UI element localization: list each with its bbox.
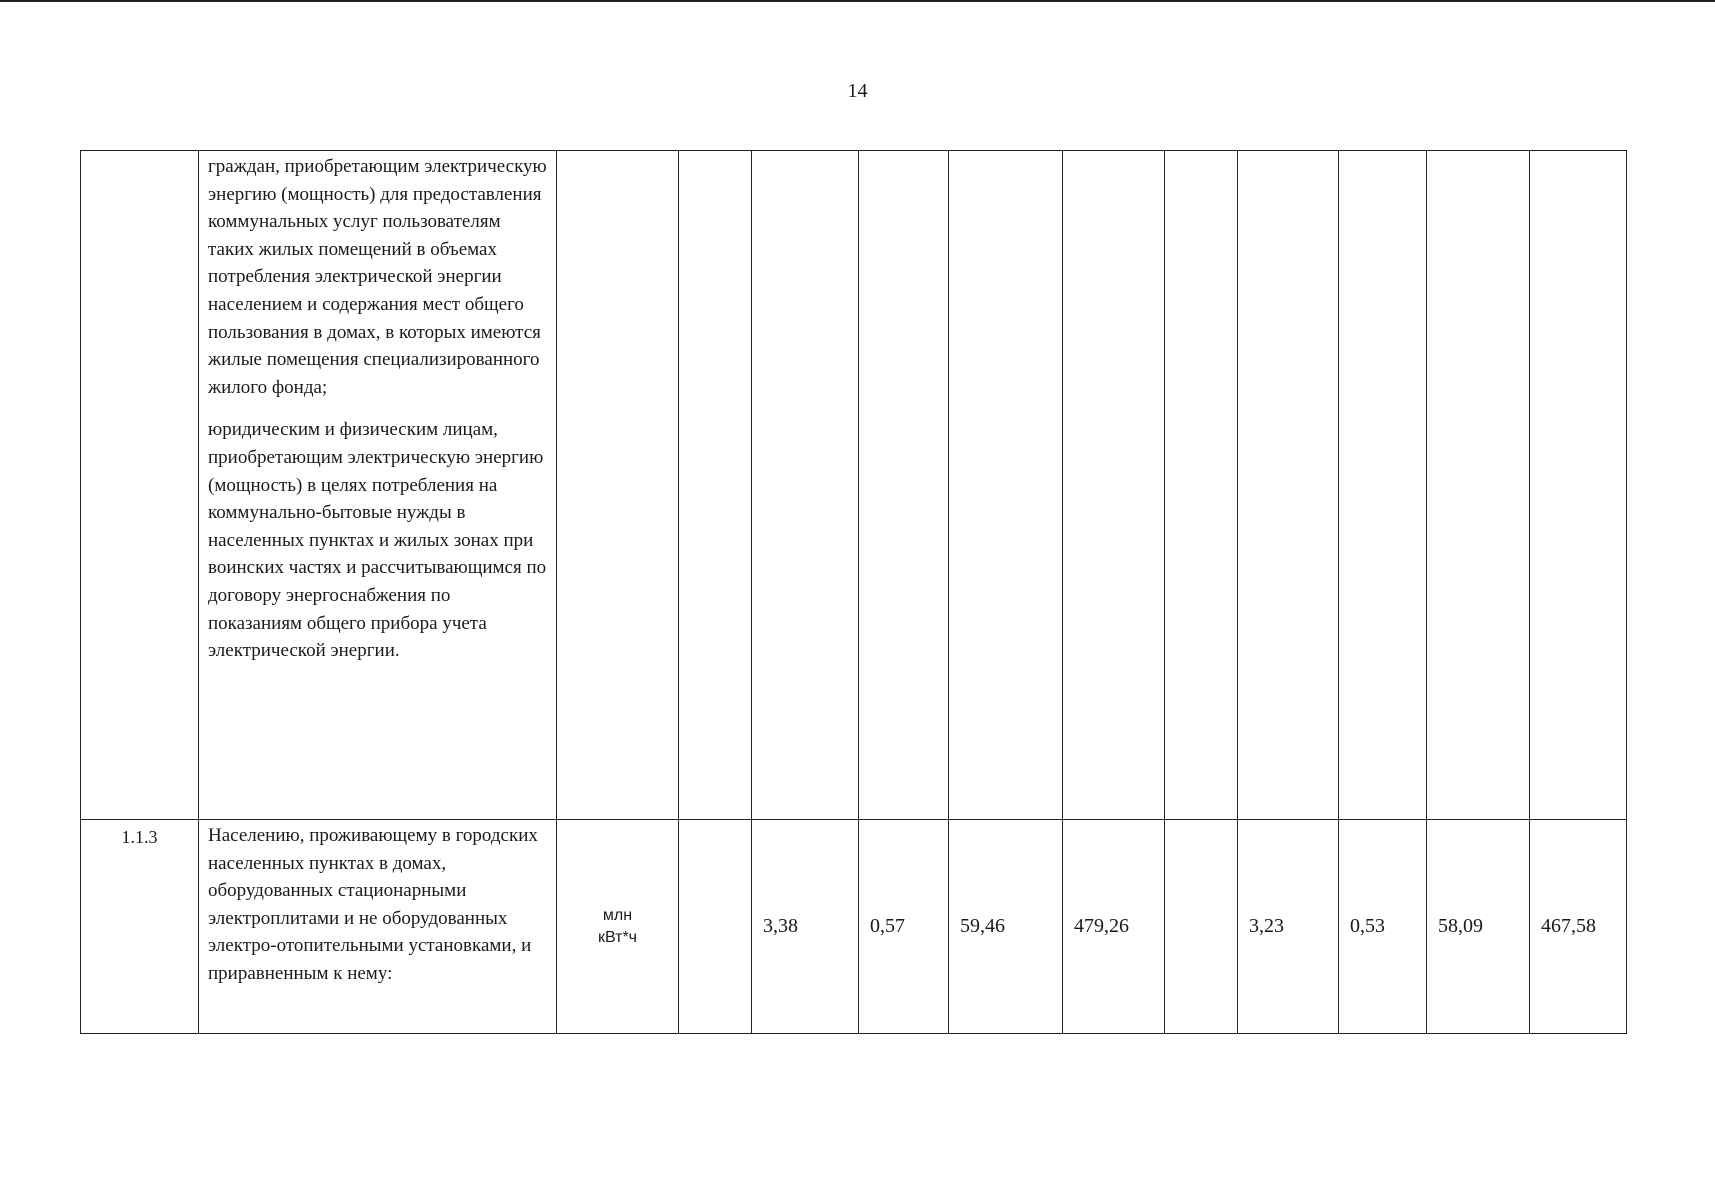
row-description-cell: Населению, проживающему в городских населенных пунктах в домах, оборудованных стационарными электроплитами и не оборудованных электро-отопительными установками, и приравненным к нему: — [199, 820, 557, 1034]
table-cell-empty — [1165, 151, 1238, 820]
page-number: 14 — [847, 80, 868, 102]
top-page-rule — [0, 0, 1715, 2]
table-cell-empty — [1238, 151, 1339, 820]
table-cell-empty — [1063, 151, 1165, 820]
value-cell-col13: 467,58 — [1530, 820, 1627, 1034]
unit-line-2: кВт*ч — [597, 928, 638, 946]
table-cell-empty — [752, 151, 859, 820]
value-cell-col5: 3,38 — [752, 820, 859, 1034]
value-cell-col10: 3,23 — [1238, 820, 1339, 1034]
unit-cell — [557, 820, 679, 1034]
table-cell-empty — [1427, 151, 1530, 820]
table-cell-empty — [1530, 151, 1627, 820]
table-cell-empty — [679, 151, 752, 820]
table-cell-empty — [949, 151, 1063, 820]
table-cell-empty — [1339, 151, 1427, 820]
value-cell-col4 — [679, 820, 752, 1034]
table-cell-empty — [859, 151, 949, 820]
value-cell-col8: 479,26 — [1063, 820, 1165, 1034]
description-cell-continuation — [199, 151, 557, 820]
value-cell-col12: 58,09 — [1427, 820, 1530, 1034]
value-cell-col7: 59,46 — [949, 820, 1063, 1034]
tariff-table — [80, 150, 1627, 1034]
description-paragraph: граждан, приобретающим электрическую энергию (мощность) для предоставления коммунальных услуг пользователям таких жилых помещений в объемах потребления электрической энергии населением и содержания мест общего пользования в домах, в которых имеются жилые помещения специализированного жилого фонда; — [208, 156, 547, 398]
value-cell-col9 — [1165, 820, 1238, 1034]
table-row-continuation — [81, 151, 1627, 820]
unit-line-1: млн — [602, 906, 633, 924]
code-cell-empty — [81, 151, 199, 820]
value-cell-col6: 0,57 — [859, 820, 949, 1034]
value-cell-col11: 0,53 — [1339, 820, 1427, 1034]
row-code-cell: 1.1.3 — [81, 820, 199, 1034]
table-row-1-1-3 — [81, 820, 1627, 1034]
unit-cell-empty — [557, 151, 679, 820]
description-paragraph: юридическим и физическим лицам, приобретающим электрическую энергию (мощность) в целях потребления на коммунально-бытовые нужды в населенных пунктах и жилых зонах при воинских частях и рассчитывающимся по договору энергоснабжения по показаниям общего прибора учета электрической энергии. — [208, 419, 547, 662]
